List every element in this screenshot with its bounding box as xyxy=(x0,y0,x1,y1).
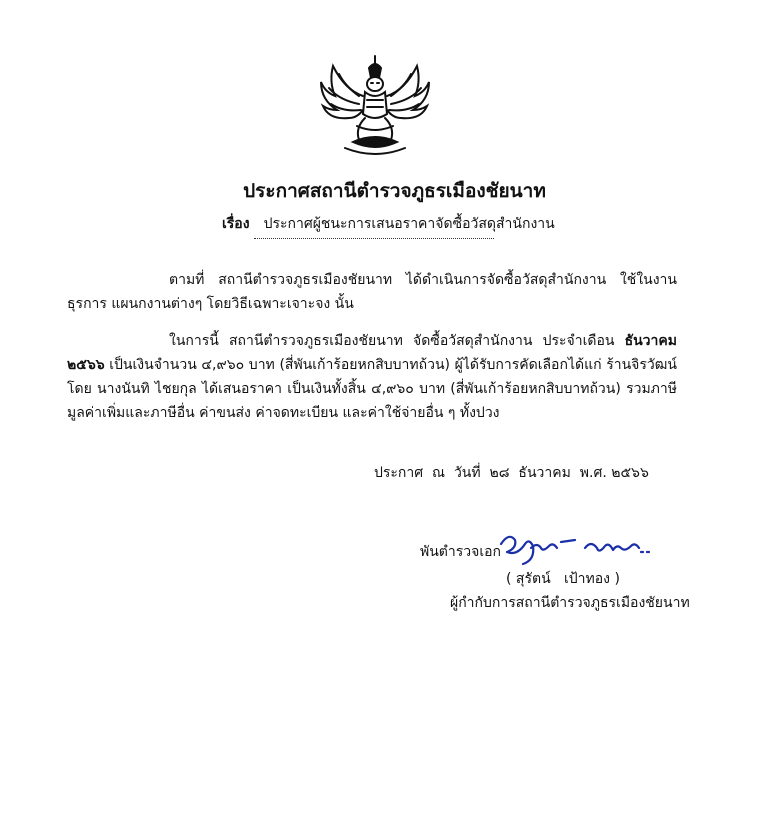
subject-text: ประกาศผู้ชนะการเสนอราคาจัดซื้อวัสดุสำนักงาน xyxy=(263,216,555,232)
paragraph-details-lead: ในการนี้ สถานีตำรวจภูธรเมืองชัยนาท จัดซื้อวัสดุสำนักงาน ประจำเดือน xyxy=(169,333,625,349)
signer-name: ( สุรัตน์ เป้าทอง ) xyxy=(506,571,620,587)
signer-position: ผู้กำกับการสถานีตำรวจภูธรเมืองชัยนาท xyxy=(450,595,690,611)
subject-line xyxy=(222,213,555,235)
paragraph-intro-text: ตามที่ สถานีตำรวจภูธรเมืองชัยนาท ได้ดำเนินการจัดซื้อวัสดุสำนักงาน ใช้ในงานธุรการ แผนกงานต่างๆ โดยวิธีเฉพาะเจาะจง นั้น xyxy=(67,272,677,312)
signature-icon xyxy=(495,530,655,566)
paragraph-details-month: ธันวาคม ๒๕๖๖ xyxy=(67,333,677,373)
garuda-emblem-icon xyxy=(315,52,435,160)
paragraph-details xyxy=(67,329,677,425)
page-title: ประกาศสถานีตำรวจภูธรเมืองชัยนาท xyxy=(243,180,546,202)
subject-label: เรื่อง xyxy=(222,216,250,232)
paragraph-details-rest: เป็นเงินจำนวน ๔,๙๖๐ บาท (สี่พันเก้าร้อยหกสิบบาทถ้วน) ผู้ได้รับการคัดเลือกได้แก่ ร้านจิรวัฒน์ โดย นางนันทิ ไชยกุล ได้เสนอราคา เป็นเงินทั้งสิ้น ๔,๙๖๐ บาท (สี่พันเก้าร้อยหกสิบบาทถ้วน) รวมภาษีมูลค่าเพิ่มและภาษีอื่น ค่าขนส่ง ค่าจดทะเบียน และค่าใช้จ่ายอื่น ๆ ทั้งปวง xyxy=(67,357,677,421)
announce-date: ประกาศ ณ วันที่ ๒๘ ธันวาคม พ.ศ. ๒๕๖๖ xyxy=(374,465,649,481)
signer-rank: พันตำรวจเอก xyxy=(420,544,502,560)
dotted-divider xyxy=(254,238,494,239)
paragraph-intro xyxy=(67,268,677,316)
